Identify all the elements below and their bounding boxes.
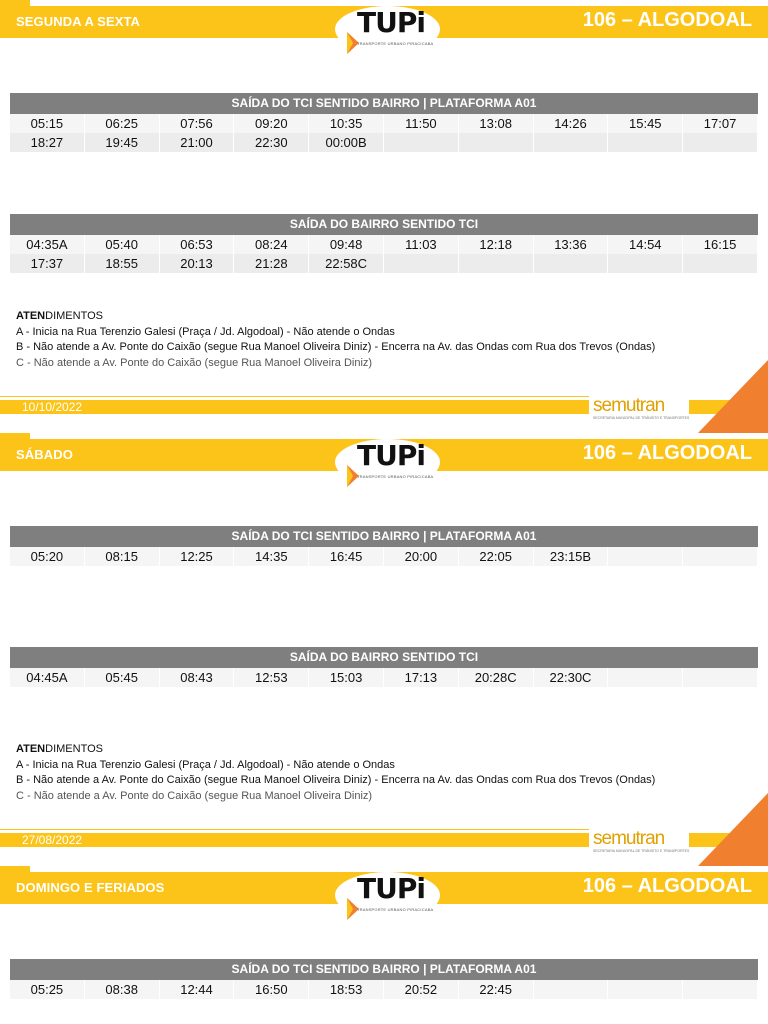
logo-subtitle: TRANSPORTE URBANO PIRACICABA bbox=[357, 907, 434, 912]
notes-heading-bold: ATEN bbox=[16, 743, 46, 755]
time-cell: 09:20 bbox=[234, 114, 309, 133]
time-cell: 07:56 bbox=[160, 114, 235, 133]
logo-subtitle: TRANSPORTE URBANO PIRACICABA bbox=[357, 474, 434, 479]
logo-subtitle: TRANSPORTE URBANO PIRACICABA bbox=[357, 41, 434, 46]
time-cell: 08:43 bbox=[160, 668, 235, 687]
time-cell: 08:38 bbox=[85, 980, 160, 999]
logo-text: TUPi bbox=[357, 872, 425, 905]
notes-heading-rest: DIMENTOS bbox=[45, 743, 103, 755]
time-cell bbox=[459, 133, 534, 152]
table-row bbox=[10, 668, 758, 687]
time-cell: 17:13 bbox=[384, 668, 459, 687]
time-cell: 18:27 bbox=[10, 133, 85, 152]
time-cell: 06:25 bbox=[85, 114, 160, 133]
departures-bairro-table bbox=[10, 647, 758, 687]
note-c: C - Não atende a Av. Ponte do Caixão (segue Rua Manoel Oliveira Diniz) bbox=[16, 356, 373, 369]
time-cell: 16:15 bbox=[683, 235, 758, 254]
table-row bbox=[10, 980, 758, 999]
time-cell: 11:50 bbox=[384, 114, 459, 133]
departures-tci-table bbox=[10, 93, 758, 152]
time-cell bbox=[608, 254, 683, 273]
semutran-logo bbox=[589, 825, 689, 857]
time-cell: 21:00 bbox=[160, 133, 235, 152]
time-cell: 05:20 bbox=[10, 547, 85, 566]
table-title: SAÍDA DO BAIRRO SENTIDO TCI bbox=[10, 647, 758, 668]
service-notes bbox=[16, 742, 655, 804]
corner-triangle-icon bbox=[698, 360, 768, 433]
footer-date: 27/08/2022 bbox=[22, 833, 83, 847]
route-label: 106 – ALGODOAL bbox=[582, 9, 752, 31]
table-row bbox=[10, 254, 758, 273]
time-cell bbox=[384, 254, 459, 273]
time-cell: 18:55 bbox=[85, 254, 160, 273]
time-cell bbox=[608, 547, 683, 566]
table-title: SAÍDA DO TCI SENTIDO BAIRRO | PLATAFORMA A01 bbox=[10, 93, 758, 114]
schedule-sunday-holidays bbox=[0, 866, 768, 1024]
departures-bairro-table bbox=[10, 214, 758, 273]
semutran-text: semutran bbox=[593, 828, 665, 849]
time-cell: 08:15 bbox=[85, 547, 160, 566]
time-cell: 14:35 bbox=[234, 547, 309, 566]
time-cell bbox=[683, 668, 758, 687]
time-cell: 04:35A bbox=[10, 235, 85, 254]
time-cell: 15:03 bbox=[309, 668, 384, 687]
time-cell: 08:24 bbox=[234, 235, 309, 254]
time-cell: 22:45 bbox=[459, 980, 534, 999]
day-label: SÁBADO bbox=[16, 447, 73, 462]
time-cell: 23:15B bbox=[534, 547, 609, 566]
time-cell: 18:53 bbox=[309, 980, 384, 999]
table-row bbox=[10, 114, 758, 133]
time-cell: 05:15 bbox=[10, 114, 85, 133]
tupi-logo bbox=[335, 0, 440, 58]
table-row bbox=[10, 235, 758, 254]
time-cell: 13:08 bbox=[459, 114, 534, 133]
time-cell: 13:36 bbox=[534, 235, 609, 254]
time-cell: 14:54 bbox=[608, 235, 683, 254]
departures-tci-table bbox=[10, 959, 758, 999]
semutran-subtitle: SECRETARIA MUNICIPAL DE TRÂNSITO E TRANSPORTES bbox=[593, 416, 690, 420]
time-cell: 16:50 bbox=[234, 980, 309, 999]
time-cell: 12:53 bbox=[234, 668, 309, 687]
time-cell: 22:30C bbox=[534, 668, 609, 687]
route-label: 106 – ALGODOAL bbox=[582, 875, 752, 897]
time-cell: 20:13 bbox=[160, 254, 235, 273]
time-cell bbox=[534, 254, 609, 273]
time-cell bbox=[459, 254, 534, 273]
tupi-logo bbox=[335, 433, 440, 491]
time-cell: 22:58C bbox=[309, 254, 384, 273]
semutran-subtitle: SECRETARIA MUNICIPAL DE TRÂNSITO E TRANSPORTES bbox=[593, 849, 690, 853]
time-cell: 20:52 bbox=[384, 980, 459, 999]
day-label: SEGUNDA A SEXTA bbox=[16, 14, 141, 29]
table-title: SAÍDA DO BAIRRO SENTIDO TCI bbox=[10, 214, 758, 235]
time-cell: 09:48 bbox=[309, 235, 384, 254]
notes-heading-bold: ATEN bbox=[16, 310, 46, 322]
note-a: A - Inicia na Rua Terenzio Galesi (Praça / Jd. Algodoal) - Não atende o Ondas bbox=[16, 325, 395, 338]
time-cell bbox=[683, 254, 758, 273]
time-cell: 06:53 bbox=[160, 235, 235, 254]
departures-tci-table bbox=[10, 526, 758, 566]
schedule-weekdays bbox=[0, 0, 768, 433]
semutran-text: semutran bbox=[593, 395, 665, 416]
time-cell bbox=[384, 133, 459, 152]
corner-triangle-icon bbox=[698, 793, 768, 866]
time-cell: 05:45 bbox=[85, 668, 160, 687]
logo-text: TUPi bbox=[357, 439, 425, 472]
note-c: C - Não atende a Av. Ponte do Caixão (segue Rua Manoel Oliveira Diniz) bbox=[16, 789, 373, 802]
time-cell: 05:25 bbox=[10, 980, 85, 999]
schedule-saturday bbox=[0, 433, 768, 866]
footer-date: 10/10/2022 bbox=[22, 400, 83, 414]
time-cell: 17:07 bbox=[683, 114, 758, 133]
route-label: 106 – ALGODOAL bbox=[582, 442, 752, 464]
time-cell bbox=[683, 133, 758, 152]
footer-line bbox=[0, 396, 620, 397]
time-cell: 20:28C bbox=[459, 668, 534, 687]
time-cell: 12:18 bbox=[459, 235, 534, 254]
time-cell: 17:37 bbox=[10, 254, 85, 273]
time-cell: 10:35 bbox=[309, 114, 384, 133]
time-cell: 00:00B bbox=[309, 133, 384, 152]
time-cell bbox=[534, 980, 609, 999]
footer-line bbox=[0, 829, 620, 830]
time-cell bbox=[608, 668, 683, 687]
time-cell: 22:30 bbox=[234, 133, 309, 152]
time-cell: 22:05 bbox=[459, 547, 534, 566]
time-cell: 21:28 bbox=[234, 254, 309, 273]
table-row bbox=[10, 133, 758, 152]
time-cell: 04:45A bbox=[10, 668, 85, 687]
notes-heading-rest: DIMENTOS bbox=[45, 310, 103, 322]
note-a: A - Inicia na Rua Terenzio Galesi (Praça / Jd. Algodoal) - Não atende o Ondas bbox=[16, 758, 395, 771]
table-row bbox=[10, 547, 758, 566]
time-cell: 20:00 bbox=[384, 547, 459, 566]
time-cell: 12:25 bbox=[160, 547, 235, 566]
day-label: DOMINGO E FERIADOS bbox=[16, 880, 165, 895]
time-cell bbox=[608, 133, 683, 152]
logo-text: TUPi bbox=[357, 6, 425, 39]
table-title: SAÍDA DO TCI SENTIDO BAIRRO | PLATAFORMA A01 bbox=[10, 959, 758, 980]
time-cell: 05:40 bbox=[85, 235, 160, 254]
note-b: B - Não atende a Av. Ponte do Caixão (segue Rua Manoel Oliveira Diniz) - Encerra na Av. das Ondas com Rua dos Trevos (Ondas) bbox=[16, 341, 656, 353]
time-cell bbox=[534, 133, 609, 152]
time-cell: 14:26 bbox=[534, 114, 609, 133]
semutran-logo bbox=[589, 392, 689, 424]
time-cell bbox=[683, 980, 758, 999]
time-cell: 11:03 bbox=[384, 235, 459, 254]
time-cell: 12:44 bbox=[160, 980, 235, 999]
time-cell: 16:45 bbox=[309, 547, 384, 566]
note-b: B - Não atende a Av. Ponte do Caixão (segue Rua Manoel Oliveira Diniz) - Encerra na Av. das Ondas com Rua dos Trevos (Ondas) bbox=[16, 774, 656, 786]
time-cell: 19:45 bbox=[85, 133, 160, 152]
time-cell: 15:45 bbox=[608, 114, 683, 133]
table-title: SAÍDA DO TCI SENTIDO BAIRRO | PLATAFORMA A01 bbox=[10, 526, 758, 547]
time-cell bbox=[683, 547, 758, 566]
time-cell bbox=[608, 980, 683, 999]
tupi-logo bbox=[335, 866, 440, 924]
service-notes bbox=[16, 309, 655, 371]
